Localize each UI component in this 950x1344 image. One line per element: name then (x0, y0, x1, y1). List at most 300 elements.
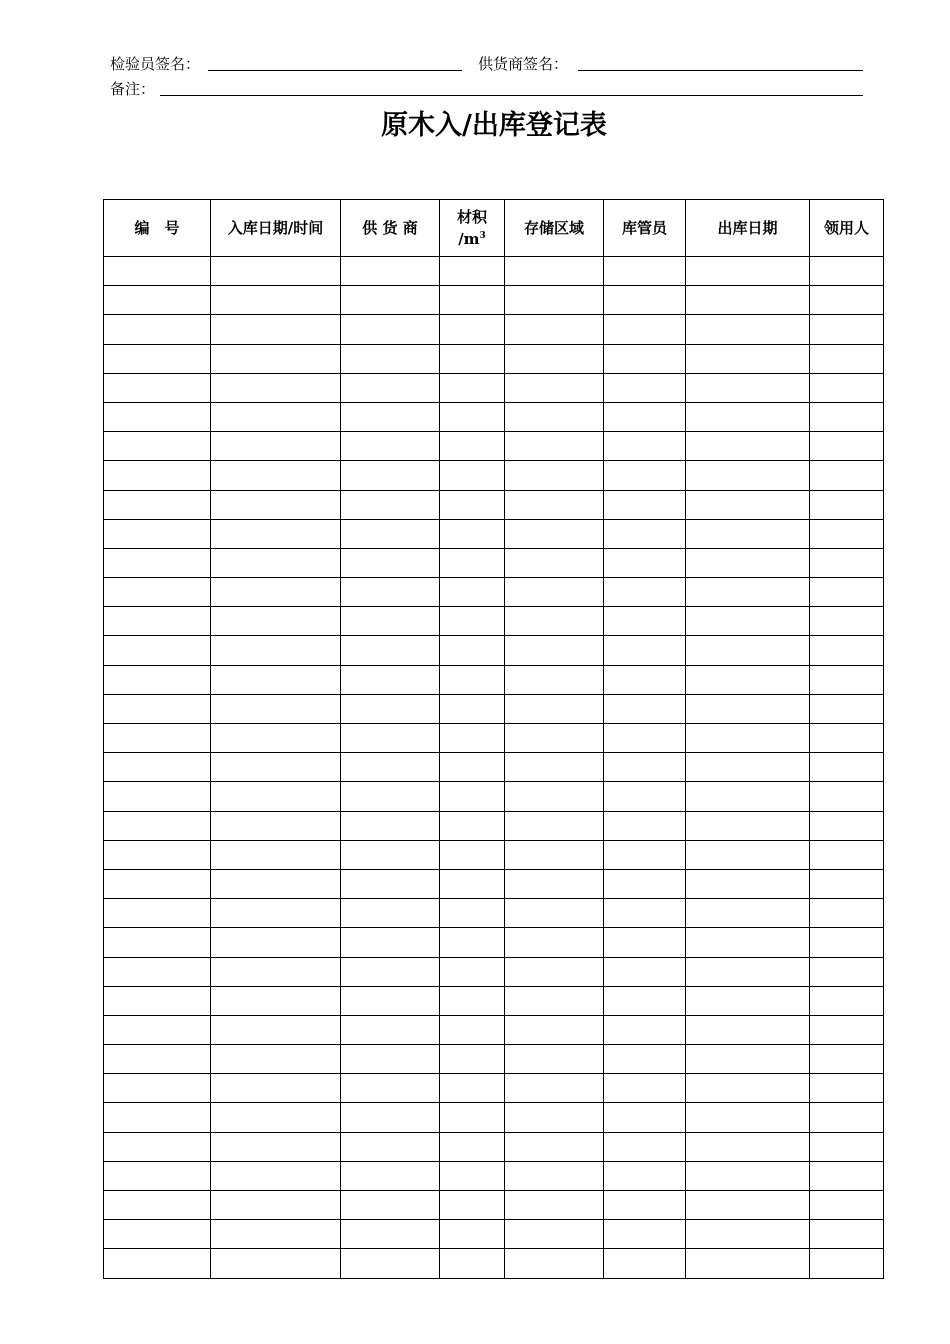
cell-warehouse-keeper[interactable] (604, 869, 686, 898)
cell-storage-area[interactable] (505, 724, 604, 753)
cell-warehouse-keeper[interactable] (604, 373, 686, 402)
cell-volume[interactable] (440, 490, 505, 519)
cell-warehouse-keeper[interactable] (604, 1132, 686, 1161)
cell-outbound-date[interactable] (686, 1015, 810, 1044)
cell-outbound-date[interactable] (686, 578, 810, 607)
cell-outbound-date[interactable] (686, 315, 810, 344)
table-row (104, 636, 884, 665)
cell-storage-area[interactable] (505, 344, 604, 373)
cell-inbound-datetime[interactable] (211, 1249, 341, 1278)
cell-volume[interactable] (440, 1103, 505, 1132)
cell-inbound-datetime[interactable] (211, 869, 341, 898)
cell-outbound-date[interactable] (686, 1132, 810, 1161)
cell-volume[interactable] (440, 578, 505, 607)
cell-storage-area[interactable] (505, 519, 604, 548)
cell-inbound-datetime[interactable] (211, 753, 341, 782)
cell-supplier[interactable] (341, 869, 440, 898)
cell-storage-area[interactable] (505, 869, 604, 898)
cell-recipient[interactable] (810, 1220, 884, 1249)
cell-number[interactable] (104, 636, 211, 665)
cell-outbound-date[interactable] (686, 694, 810, 723)
cell-storage-area[interactable] (505, 432, 604, 461)
cell-warehouse-keeper[interactable] (604, 1220, 686, 1249)
cell-volume[interactable] (440, 286, 505, 315)
cell-supplier[interactable] (341, 840, 440, 869)
cell-volume[interactable] (440, 1161, 505, 1190)
cell-inbound-datetime[interactable] (211, 344, 341, 373)
cell-recipient[interactable] (810, 869, 884, 898)
cell-inbound-datetime[interactable] (211, 315, 341, 344)
cell-inbound-datetime[interactable] (211, 928, 341, 957)
cell-outbound-date[interactable] (686, 782, 810, 811)
cell-recipient[interactable] (810, 724, 884, 753)
cell-supplier[interactable] (341, 957, 440, 986)
cell-warehouse-keeper[interactable] (604, 344, 686, 373)
cell-outbound-date[interactable] (686, 1045, 810, 1074)
cell-outbound-date[interactable] (686, 899, 810, 928)
cell-inbound-datetime[interactable] (211, 782, 341, 811)
cell-recipient[interactable] (810, 928, 884, 957)
cell-recipient[interactable] (810, 373, 884, 402)
cell-number[interactable] (104, 286, 211, 315)
column-header-storage-area: 存储区域 (505, 200, 604, 257)
cell-recipient[interactable] (810, 1015, 884, 1044)
cell-number[interactable] (104, 607, 211, 636)
cell-supplier[interactable] (341, 986, 440, 1015)
cell-warehouse-keeper[interactable] (604, 315, 686, 344)
cell-volume[interactable] (440, 899, 505, 928)
cell-outbound-date[interactable] (686, 519, 810, 548)
cell-supplier[interactable] (341, 928, 440, 957)
cell-inbound-datetime[interactable] (211, 461, 341, 490)
cell-storage-area[interactable] (505, 315, 604, 344)
cell-supplier[interactable] (341, 548, 440, 577)
cell-supplier[interactable] (341, 1249, 440, 1278)
cell-storage-area[interactable] (505, 665, 604, 694)
cell-volume[interactable] (440, 724, 505, 753)
cell-outbound-date[interactable] (686, 753, 810, 782)
cell-supplier[interactable] (341, 1161, 440, 1190)
cell-number[interactable] (104, 432, 211, 461)
cell-volume[interactable] (440, 1220, 505, 1249)
cell-number[interactable] (104, 519, 211, 548)
cell-warehouse-keeper[interactable] (604, 578, 686, 607)
cell-number[interactable] (104, 694, 211, 723)
table-row (104, 373, 884, 402)
cell-number[interactable] (104, 1045, 211, 1074)
cell-storage-area[interactable] (505, 928, 604, 957)
column-header-recipient: 领用人 (810, 200, 884, 257)
cell-storage-area[interactable] (505, 811, 604, 840)
cell-volume[interactable] (440, 636, 505, 665)
cell-recipient[interactable] (810, 315, 884, 344)
cell-warehouse-keeper[interactable] (604, 461, 686, 490)
cell-recipient[interactable] (810, 1191, 884, 1220)
cell-supplier[interactable] (341, 782, 440, 811)
cell-storage-area[interactable] (505, 578, 604, 607)
table-row (104, 753, 884, 782)
cell-warehouse-keeper[interactable] (604, 928, 686, 957)
cell-supplier[interactable] (341, 402, 440, 431)
cell-number[interactable] (104, 402, 211, 431)
cell-supplier[interactable] (341, 257, 440, 286)
cell-outbound-date[interactable] (686, 1074, 810, 1103)
cell-number[interactable] (104, 315, 211, 344)
cell-warehouse-keeper[interactable] (604, 1161, 686, 1190)
cell-storage-area[interactable] (505, 286, 604, 315)
cell-volume[interactable] (440, 519, 505, 548)
cell-volume[interactable] (440, 373, 505, 402)
cell-warehouse-keeper[interactable] (604, 402, 686, 431)
cell-supplier[interactable] (341, 1191, 440, 1220)
cell-outbound-date[interactable] (686, 461, 810, 490)
cell-number[interactable] (104, 1161, 211, 1190)
cell-storage-area[interactable] (505, 490, 604, 519)
cell-storage-area[interactable] (505, 1161, 604, 1190)
cell-supplier[interactable] (341, 811, 440, 840)
cell-recipient[interactable] (810, 753, 884, 782)
cell-volume[interactable] (440, 665, 505, 694)
cell-inbound-datetime[interactable] (211, 899, 341, 928)
cell-warehouse-keeper[interactable] (604, 1045, 686, 1074)
cell-volume[interactable] (440, 957, 505, 986)
cell-inbound-datetime[interactable] (211, 1045, 341, 1074)
cell-supplier[interactable] (341, 315, 440, 344)
cell-inbound-datetime[interactable] (211, 1191, 341, 1220)
cell-warehouse-keeper[interactable] (604, 636, 686, 665)
cell-volume[interactable] (440, 694, 505, 723)
cell-recipient[interactable] (810, 840, 884, 869)
cell-recipient[interactable] (810, 286, 884, 315)
cell-outbound-date[interactable] (686, 1103, 810, 1132)
cell-storage-area[interactable] (505, 1045, 604, 1074)
cell-outbound-date[interactable] (686, 986, 810, 1015)
cell-storage-area[interactable] (505, 1249, 604, 1278)
cell-storage-area[interactable] (505, 461, 604, 490)
supplier-signature-field[interactable] (578, 70, 863, 71)
cell-number[interactable] (104, 840, 211, 869)
cell-storage-area[interactable] (505, 782, 604, 811)
cell-supplier[interactable] (341, 753, 440, 782)
cell-recipient[interactable] (810, 548, 884, 577)
cell-inbound-datetime[interactable] (211, 957, 341, 986)
cell-warehouse-keeper[interactable] (604, 753, 686, 782)
cell-volume[interactable] (440, 432, 505, 461)
cell-number[interactable] (104, 548, 211, 577)
cell-number[interactable] (104, 899, 211, 928)
cell-outbound-date[interactable] (686, 1161, 810, 1190)
cell-supplier[interactable] (341, 665, 440, 694)
cell-recipient[interactable] (810, 607, 884, 636)
cell-inbound-datetime[interactable] (211, 286, 341, 315)
cell-outbound-date[interactable] (686, 928, 810, 957)
cell-number[interactable] (104, 869, 211, 898)
cell-warehouse-keeper[interactable] (604, 694, 686, 723)
cell-volume[interactable] (440, 402, 505, 431)
table-row (104, 1074, 884, 1103)
cell-outbound-date[interactable] (686, 402, 810, 431)
table-row (104, 578, 884, 607)
cell-supplier[interactable] (341, 1015, 440, 1044)
cell-recipient[interactable] (810, 694, 884, 723)
cell-number[interactable] (104, 1015, 211, 1044)
cell-warehouse-keeper[interactable] (604, 1249, 686, 1278)
cell-inbound-datetime[interactable] (211, 724, 341, 753)
cell-supplier[interactable] (341, 1103, 440, 1132)
cell-inbound-datetime[interactable] (211, 1103, 341, 1132)
cell-inbound-datetime[interactable] (211, 432, 341, 461)
cell-supplier[interactable] (341, 724, 440, 753)
cell-recipient[interactable] (810, 490, 884, 519)
cell-inbound-datetime[interactable] (211, 840, 341, 869)
cell-warehouse-keeper[interactable] (604, 957, 686, 986)
cell-outbound-date[interactable] (686, 257, 810, 286)
cell-inbound-datetime[interactable] (211, 490, 341, 519)
cell-storage-area[interactable] (505, 1015, 604, 1044)
cell-storage-area[interactable] (505, 753, 604, 782)
cell-volume[interactable] (440, 1191, 505, 1220)
cell-volume[interactable] (440, 840, 505, 869)
cell-inbound-datetime[interactable] (211, 373, 341, 402)
cell-supplier[interactable] (341, 694, 440, 723)
cell-warehouse-keeper[interactable] (604, 724, 686, 753)
cell-supplier[interactable] (341, 1045, 440, 1074)
cell-number[interactable] (104, 373, 211, 402)
cell-recipient[interactable] (810, 665, 884, 694)
cell-recipient[interactable] (810, 811, 884, 840)
cell-number[interactable] (104, 344, 211, 373)
cell-warehouse-keeper[interactable] (604, 811, 686, 840)
cell-inbound-datetime[interactable] (211, 578, 341, 607)
cell-storage-area[interactable] (505, 1191, 604, 1220)
table-row (104, 1191, 884, 1220)
cell-recipient[interactable] (810, 957, 884, 986)
cell-volume[interactable] (440, 548, 505, 577)
cell-warehouse-keeper[interactable] (604, 1191, 686, 1220)
cell-recipient[interactable] (810, 899, 884, 928)
cell-warehouse-keeper[interactable] (604, 607, 686, 636)
cell-storage-area[interactable] (505, 373, 604, 402)
cell-volume[interactable] (440, 461, 505, 490)
cell-number[interactable] (104, 811, 211, 840)
cell-inbound-datetime[interactable] (211, 636, 341, 665)
cell-inbound-datetime[interactable] (211, 1161, 341, 1190)
cell-number[interactable] (104, 1074, 211, 1103)
cell-outbound-date[interactable] (686, 1191, 810, 1220)
cell-outbound-date[interactable] (686, 344, 810, 373)
table-row (104, 694, 884, 723)
cell-warehouse-keeper[interactable] (604, 986, 686, 1015)
cell-warehouse-keeper[interactable] (604, 519, 686, 548)
cell-recipient[interactable] (810, 636, 884, 665)
cell-volume[interactable] (440, 1015, 505, 1044)
cell-inbound-datetime[interactable] (211, 548, 341, 577)
cell-supplier[interactable] (341, 344, 440, 373)
cell-outbound-date[interactable] (686, 373, 810, 402)
cell-volume[interactable] (440, 257, 505, 286)
cell-volume[interactable] (440, 607, 505, 636)
cell-storage-area[interactable] (505, 694, 604, 723)
cell-outbound-date[interactable] (686, 636, 810, 665)
cell-supplier[interactable] (341, 636, 440, 665)
cell-storage-area[interactable] (505, 1074, 604, 1103)
cell-supplier[interactable] (341, 607, 440, 636)
cell-warehouse-keeper[interactable] (604, 1074, 686, 1103)
cell-number[interactable] (104, 957, 211, 986)
cell-supplier[interactable] (341, 286, 440, 315)
cell-volume[interactable] (440, 928, 505, 957)
cell-number[interactable] (104, 1103, 211, 1132)
table-row (104, 1045, 884, 1074)
cell-supplier[interactable] (341, 461, 440, 490)
cell-warehouse-keeper[interactable] (604, 257, 686, 286)
cell-supplier[interactable] (341, 578, 440, 607)
cell-supplier[interactable] (341, 432, 440, 461)
cell-recipient[interactable] (810, 402, 884, 431)
cell-inbound-datetime[interactable] (211, 811, 341, 840)
cell-recipient[interactable] (810, 344, 884, 373)
cell-storage-area[interactable] (505, 636, 604, 665)
cell-recipient[interactable] (810, 432, 884, 461)
cell-recipient[interactable] (810, 1103, 884, 1132)
cell-number[interactable] (104, 1249, 211, 1278)
cell-recipient[interactable] (810, 578, 884, 607)
cell-volume[interactable] (440, 782, 505, 811)
cell-outbound-date[interactable] (686, 811, 810, 840)
cell-inbound-datetime[interactable] (211, 257, 341, 286)
cell-inbound-datetime[interactable] (211, 694, 341, 723)
cell-warehouse-keeper[interactable] (604, 286, 686, 315)
cell-outbound-date[interactable] (686, 840, 810, 869)
cell-storage-area[interactable] (505, 840, 604, 869)
cell-inbound-datetime[interactable] (211, 1220, 341, 1249)
cell-outbound-date[interactable] (686, 432, 810, 461)
cell-outbound-date[interactable] (686, 1249, 810, 1278)
cell-supplier[interactable] (341, 1132, 440, 1161)
cell-recipient[interactable] (810, 519, 884, 548)
cell-outbound-date[interactable] (686, 869, 810, 898)
cell-volume[interactable] (440, 1249, 505, 1278)
cell-number[interactable] (104, 461, 211, 490)
table-row (104, 1132, 884, 1161)
cell-warehouse-keeper[interactable] (604, 432, 686, 461)
cell-volume[interactable] (440, 315, 505, 344)
cell-warehouse-keeper[interactable] (604, 1103, 686, 1132)
cell-number[interactable] (104, 665, 211, 694)
table-row (104, 1015, 884, 1044)
cell-number[interactable] (104, 490, 211, 519)
cell-volume[interactable] (440, 986, 505, 1015)
cell-number[interactable] (104, 753, 211, 782)
cell-storage-area[interactable] (505, 1132, 604, 1161)
cell-warehouse-keeper[interactable] (604, 782, 686, 811)
cell-supplier[interactable] (341, 490, 440, 519)
cell-storage-area[interactable] (505, 548, 604, 577)
cell-storage-area[interactable] (505, 1103, 604, 1132)
cell-storage-area[interactable] (505, 1220, 604, 1249)
cell-supplier[interactable] (341, 519, 440, 548)
cell-recipient[interactable] (810, 1249, 884, 1278)
cell-inbound-datetime[interactable] (211, 986, 341, 1015)
cell-outbound-date[interactable] (686, 724, 810, 753)
cell-storage-area[interactable] (505, 899, 604, 928)
cell-storage-area[interactable] (505, 607, 604, 636)
cell-storage-area[interactable] (505, 257, 604, 286)
cell-storage-area[interactable] (505, 957, 604, 986)
cell-number[interactable] (104, 928, 211, 957)
cell-warehouse-keeper[interactable] (604, 665, 686, 694)
cell-recipient[interactable] (810, 1074, 884, 1103)
cell-volume[interactable] (440, 1132, 505, 1161)
cell-recipient[interactable] (810, 1132, 884, 1161)
cell-warehouse-keeper[interactable] (604, 548, 686, 577)
cell-outbound-date[interactable] (686, 286, 810, 315)
cell-supplier[interactable] (341, 1220, 440, 1249)
table-row (104, 869, 884, 898)
cell-warehouse-keeper[interactable] (604, 1015, 686, 1044)
cell-outbound-date[interactable] (686, 665, 810, 694)
cell-volume[interactable] (440, 344, 505, 373)
cell-number[interactable] (104, 782, 211, 811)
cell-inbound-datetime[interactable] (211, 665, 341, 694)
cell-number[interactable] (104, 578, 211, 607)
cell-number[interactable] (104, 724, 211, 753)
cell-outbound-date[interactable] (686, 607, 810, 636)
cell-inbound-datetime[interactable] (211, 402, 341, 431)
cell-recipient[interactable] (810, 461, 884, 490)
cell-supplier[interactable] (341, 1074, 440, 1103)
cell-number[interactable] (104, 986, 211, 1015)
supplier-signature-label: 供货商签名： (478, 55, 569, 73)
cell-number[interactable] (104, 1132, 211, 1161)
cell-outbound-date[interactable] (686, 1220, 810, 1249)
cell-inbound-datetime[interactable] (211, 1015, 341, 1044)
cell-warehouse-keeper[interactable] (604, 899, 686, 928)
cell-number[interactable] (104, 257, 211, 286)
cell-inbound-datetime[interactable] (211, 1074, 341, 1103)
table-row (104, 257, 884, 286)
cell-inbound-datetime[interactable] (211, 519, 341, 548)
cell-inbound-datetime[interactable] (211, 607, 341, 636)
cell-outbound-date[interactable] (686, 490, 810, 519)
cell-inbound-datetime[interactable] (211, 1132, 341, 1161)
cell-storage-area[interactable] (505, 986, 604, 1015)
table-row (104, 840, 884, 869)
table-row (104, 402, 884, 431)
cell-warehouse-keeper[interactable] (604, 490, 686, 519)
cell-recipient[interactable] (810, 1161, 884, 1190)
cell-volume[interactable] (440, 869, 505, 898)
cell-recipient[interactable] (810, 257, 884, 286)
cell-supplier[interactable] (341, 899, 440, 928)
cell-recipient[interactable] (810, 782, 884, 811)
cell-recipient[interactable] (810, 986, 884, 1015)
cell-outbound-date[interactable] (686, 957, 810, 986)
cell-volume[interactable] (440, 811, 505, 840)
cell-storage-area[interactable] (505, 402, 604, 431)
cell-number[interactable] (104, 1191, 211, 1220)
cell-recipient[interactable] (810, 1045, 884, 1074)
inspector-signature-field[interactable] (208, 70, 462, 71)
cell-volume[interactable] (440, 1045, 505, 1074)
cell-volume[interactable] (440, 753, 505, 782)
cell-number[interactable] (104, 1220, 211, 1249)
cell-volume[interactable] (440, 1074, 505, 1103)
cell-supplier[interactable] (341, 373, 440, 402)
cell-outbound-date[interactable] (686, 548, 810, 577)
remarks-field[interactable] (160, 95, 863, 96)
cell-warehouse-keeper[interactable] (604, 840, 686, 869)
